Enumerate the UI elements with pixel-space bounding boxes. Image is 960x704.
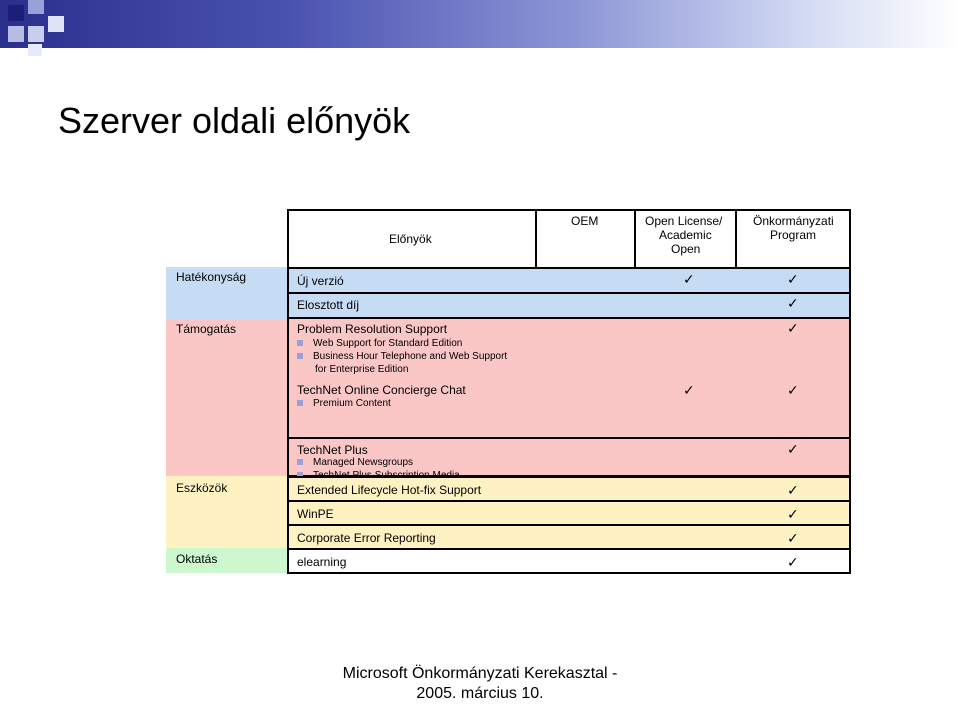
row-elosztott-dij — [287, 292, 851, 319]
tp-sub-item-1 — [297, 456, 413, 469]
category-eszkozok-label: Eszközök — [176, 481, 228, 495]
header-onk-label-2: Program — [770, 228, 817, 242]
check-winpe-onk: ✓ — [787, 507, 799, 523]
check-uj-verzio-open: ✓ — [683, 272, 695, 288]
pr-sub-item-3 — [315, 363, 408, 376]
row-winpe-label: WinPE — [297, 507, 334, 521]
pr-sub-item-2-text: Business Hour Telephone and Web Support — [313, 351, 508, 362]
row-elearning-label: elearning — [297, 555, 347, 569]
check-corporate-onk: ✓ — [787, 531, 799, 547]
pr-sub-item-2 — [297, 350, 507, 363]
header-open-label-1: Open License/ — [645, 214, 723, 228]
decor-square-1 — [8, 5, 24, 21]
tc-sub-item-1 — [297, 397, 391, 410]
decor-square-2 — [28, 0, 44, 14]
pr-sub-item-1 — [297, 337, 462, 350]
check-extended-onk: ✓ — [787, 483, 799, 499]
bullet-icon — [297, 340, 303, 346]
row-corporate-error-label: Corporate Error Reporting — [297, 531, 436, 545]
category-tamogatas-cell — [166, 319, 287, 476]
check-elearning-onk: ✓ — [787, 555, 799, 571]
category-hatekonysag-label: Hatékonyság — [176, 270, 247, 284]
bullet-icon — [297, 400, 303, 406]
row-technet-plus-label: TechNet Plus — [297, 443, 368, 457]
row-extended-lifecycle-label: Extended Lifecycle Hot-fix Support — [297, 483, 482, 497]
decor-square-4 — [28, 26, 44, 42]
check-technet-plus-onk: ✓ — [787, 442, 799, 458]
bullet-icon — [297, 353, 303, 359]
header-oem-label: OEM — [571, 214, 599, 228]
tc-sub-item-1-text: Premium Content — [313, 398, 391, 409]
check-problem-resolution-onk: ✓ — [787, 321, 799, 337]
header-gradient-bar — [0, 0, 960, 48]
row-winpe — [287, 500, 851, 526]
header-benefits-label: Előnyök — [389, 232, 432, 246]
row-uj-verzio-label: Új verzió — [297, 274, 344, 288]
check-concierge-open: ✓ — [683, 383, 695, 399]
header-open-label-3: Open — [671, 242, 701, 256]
bullet-icon — [297, 459, 303, 465]
check-elosztott-onk: ✓ — [787, 296, 799, 312]
row-problem-resolution-label: Problem Resolution Support — [297, 322, 448, 336]
category-oktatas-label: Oktatás — [176, 552, 218, 566]
row-uj-verzio — [287, 267, 851, 294]
row-technet-concierge-label: TechNet Online Concierge Chat — [297, 383, 466, 397]
row-elearning — [287, 548, 851, 574]
category-tamogatas-label: Támogatás — [176, 322, 237, 336]
pr-sub-item-1-text: Web Support for Standard Edition — [313, 338, 463, 349]
decor-square-6 — [28, 44, 42, 56]
decor-square-3 — [8, 26, 24, 42]
check-uj-verzio-onk: ✓ — [787, 272, 799, 288]
check-concierge-onk: ✓ — [787, 383, 799, 399]
row-elosztott-dij-label: Elosztott díj — [297, 298, 360, 312]
slide-footer: Microsoft Önkormányzati Kerekasztal - 2005. március 10. — [342, 665, 618, 702]
tp-sub-item-2-clip — [297, 469, 497, 475]
pr-sub-item-3-text: for Enterprise Edition — [315, 364, 409, 375]
header-open-label-2: Academic — [659, 228, 712, 242]
slide-title: Szerver oldali előnyök — [58, 100, 411, 141]
tp-sub-item-1-text: Managed Newsgroups — [313, 457, 414, 468]
header-onk-label-1: Önkormányzati — [753, 214, 834, 228]
decor-square-5 — [48, 16, 64, 32]
